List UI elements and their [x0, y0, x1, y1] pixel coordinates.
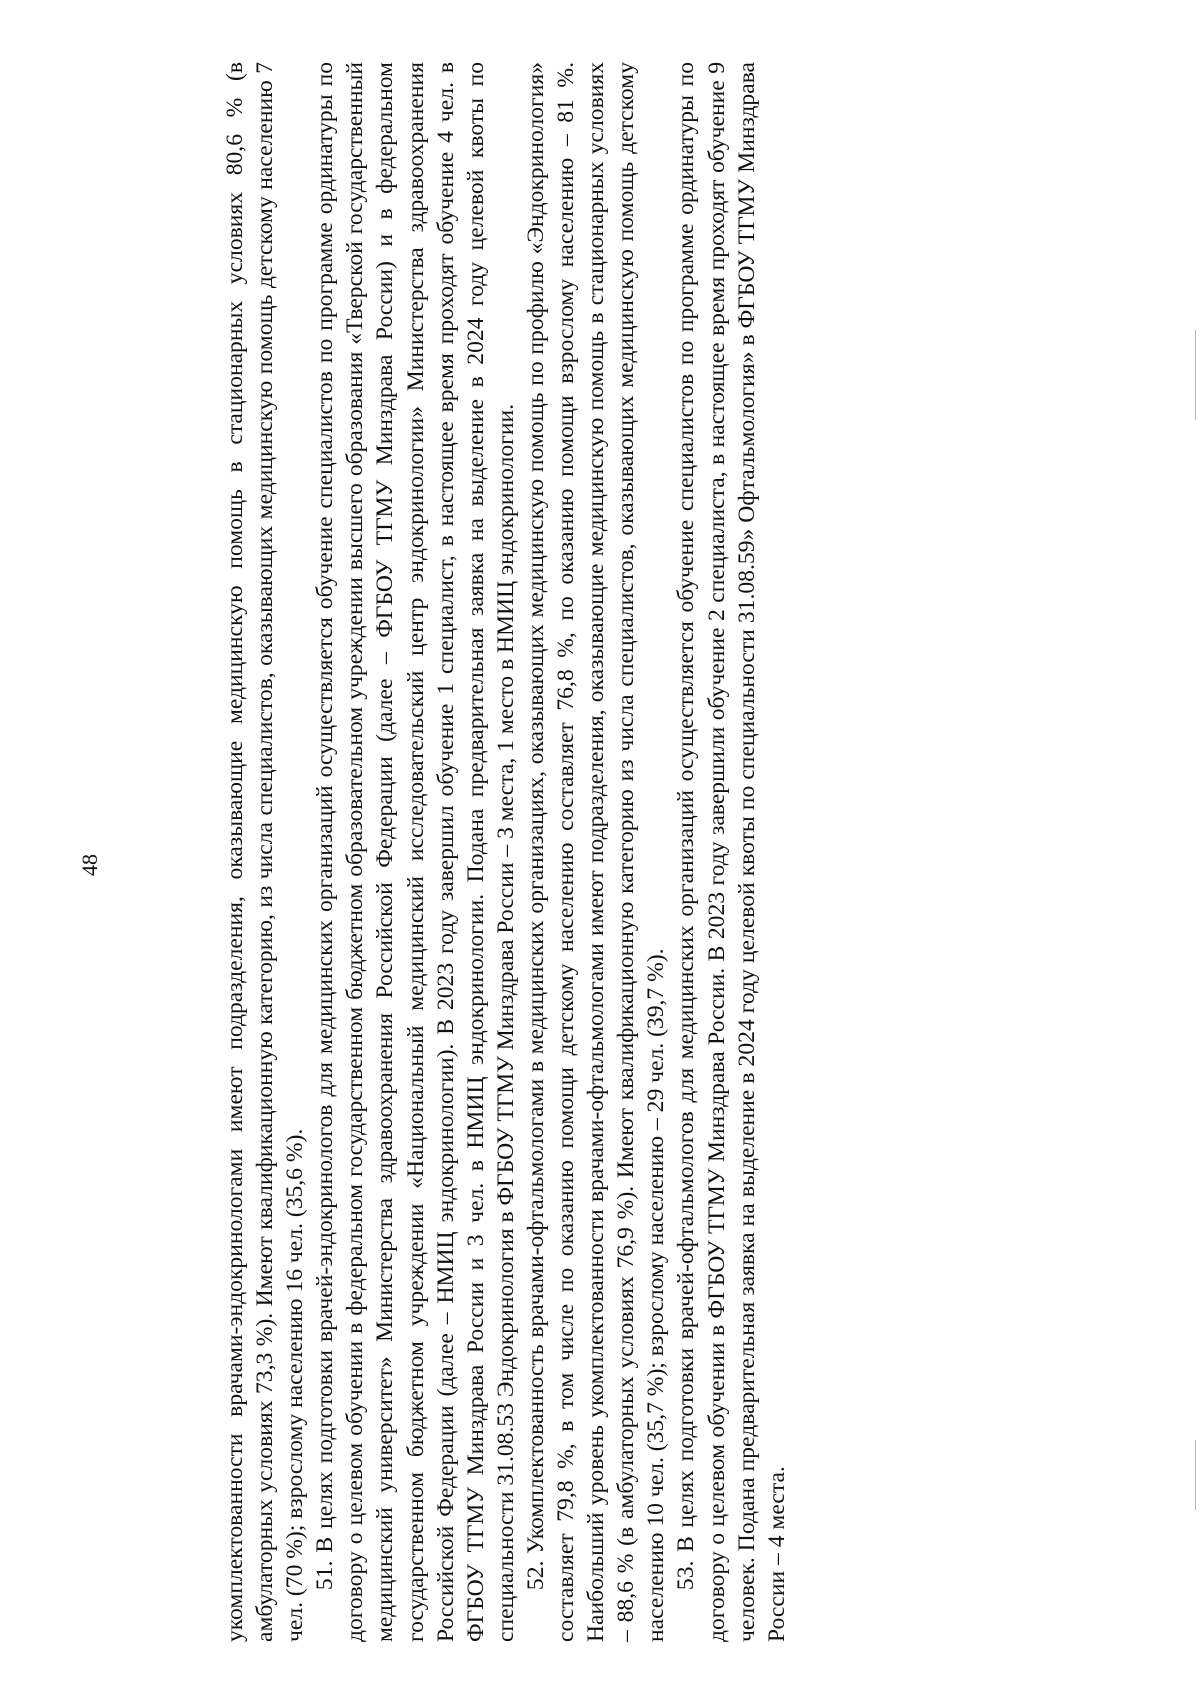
paragraph-53: 53. В целях подготовки врачей-офтальмологов для медицинских организаций осуществляется обучение специалистов по программе ординатуры по договору о целевом обучении в ФГБОУ ТГМУ Минздрава России. В 2023 году завершили обучение 2 специалиста, в настоящее время проходят обучение 9 человек. Подана предварительная заявка на выделение в 2024 году целевой квоты по специальности 31.08.59» Офтальмология» в ФГБОУ ТГМУ Минздрава России – 4 места.: [673, 62, 790, 1642]
paragraph-continuation: укомплектованности врачами-эндокринологами имеют подразделения, оказывающие медицинскую помощь в стационарных условиях 80,6 % (в амбулаторных условиях 73,3 %). Имеют квалификационную категорию, из числа специалистов, оказывающих медицинскую помощь детскому населению 7 чел. (70 %); взрослому населению 16 чел. (35,6 %).: [222, 62, 309, 1642]
document-text: [220, 62, 792, 1642]
scan-edge-line-lower: [1195, 1440, 1196, 1510]
rotated-document-page: [220, 62, 980, 1642]
paragraph-52: 52. Укомплектованность врачами-офтальмологами в медицинских организациях, оказывающих медицинскую помощь по профилю «Эндокринология» составляет 79,8 %, в том числе по оказанию помощи детскому населению составляет 76,8 %, по оказанию помощи взрослому населению – 81 %. Наибольший уровень укомплектованности врачами-офтальмологами имеют подразделения, оказывающие медицинскую помощь в стационарных условиях – 88,6 % (в амбулаторных условиях 76,9 %). Имеют квалификационную категорию из числа специалистов, оказывающих медицинскую помощь детскому населению 10 чел. (35,7 %); взрослому населению – 29 чел. (39,7 %).: [522, 62, 670, 1642]
paragraph-51: 51. В целях подготовки врачей-эндокринологов для медицинских организаций осуществляется обучение специалистов по программе ординатуры по договору о целевом обучении в федеральном государственном бюджетном образовательном учреждении высшего образования «Тверской государственный медицинский университет» Министерства здравоохранения Российской Федерации (далее – ФГБОУ ТГМУ Минздрава России) и в федеральном государственном бюджетном учреждении «Национальный медицинский исследовательский центр эндокринологии» Министерства здравоохранения Российской Федерации (далее – НМИЦ эндокринологии). В 2023 году завершил обучение 1 специалист, в настоящее время проходят обучение 4 чел. в ФГБОУ ТГМУ Минздрава России и 3 чел. в НМИЦ эндокринологии. Подана предварительная заявка на выделение в 2024 году целевой квоты по специальности 31.08.53 Эндокринология в ФГБОУ ТГМУ Минздрава России – 3 места, 1 место в НМИЦ эндокринологии.: [312, 62, 519, 1642]
scan-edge-line: [1195, 330, 1196, 420]
page-number: 48: [77, 854, 102, 876]
